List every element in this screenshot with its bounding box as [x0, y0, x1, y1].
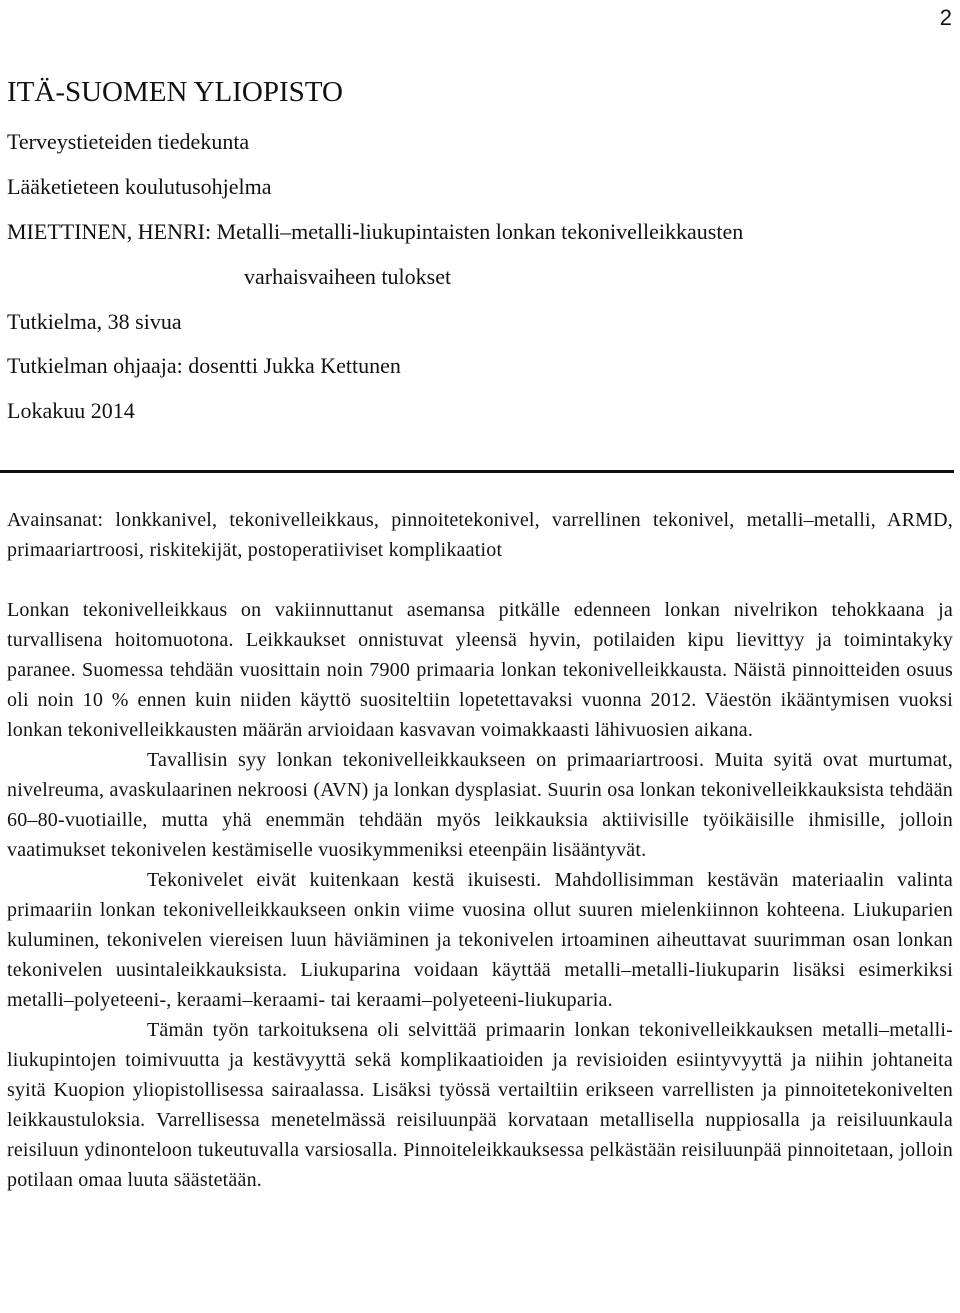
abstract-body	[7, 505, 953, 1195]
degree-programme: Lääketieteen koulutusohjelma	[7, 174, 272, 199]
date: Lokakuu 2014	[7, 398, 135, 423]
abstract-paragraph: Lonkan tekonivelleikkaus on vakiinnuttanut asemansa pitkälle edenneen lonkan nivelrikon tehokkaana ja turvallisena hoitomuotona. Leikkaukset onnistuvat yleensä hyvin, potilaiden kipu lievittyy ja toimintakyky paranee. Suomessa tehdään vuosittain noin 7900 primaaria lonkan tekonivelleikkausta. Näistä pinnoitteiden osuus oli noin 10 % ennen kuin niiden käyttö suositeltiin lopetettavaksi vuonna 2012. Väestön ikääntymisen vuoksi lonkan tekonivelleikkausten määrän arvioidaan kasvavan voimakkaasti lähivuosien aikana.	[7, 599, 953, 741]
university-name: ITÄ-SUOMEN YLIOPISTO	[7, 76, 343, 108]
faculty-name: Terveystieteiden tiedekunta	[7, 129, 250, 154]
supervisor: Tutkielman ohjaaja: dosentti Jukka Kettunen	[7, 353, 401, 378]
title-continuation: varhaisvaiheen tulokset	[244, 264, 452, 289]
abstract-paragraph: Tekonivelet eivät kuitenkaan kestä ikuisesti. Mahdollisimman kestävän materiaalin valinta primaariin lonkan tekonivelleikkaukseen onkin viime vuosina ollut suuren mielenkiinnon kohteena. Liukuparien kuluminen, tekonivelen viereisen luun häviäminen ja tekonivelen irtoaminen aiheuttavat suurimman osan lonkan tekonivelen uusintaleikkauksista. Liukuparina voidaan käyttää metalli–metalli-liukuparin lisäksi esimerkiksi metalli–polyeteeni-, keraami–keraami- tai keraami–polyeteeni-liukuparia.	[7, 869, 953, 1011]
horizontal-divider	[0, 470, 954, 473]
author-and-title: MIETTINEN, HENRI: Metalli–metalli-liukupintaisten lonkan tekonivelleikkausten	[7, 219, 744, 244]
keywords: Avainsanat: lonkkanivel, tekonivelleikkaus, pinnoitetekonivel, varrellinen tekonivel, metalli–metalli, ARMD, primaariartroosi, riskitekijät, postoperatiiviset komplikaatiot	[7, 509, 953, 561]
abstract-paragraph: Tavallisin syy lonkan tekonivelleikkaukseen on primaariartroosi. Muita syitä ovat murtumat, nivelreuma, avaskulaarinen nekroosi (AVN) ja lonkan dysplasiat. Suurin osa lonkan tekonivelleikkauksista tehdään 60–80-vuotiaille, mutta yhä enemmän tehdään myös leikkauksia aktiivisille työikäisille ihmisille, jolloin vaatimukset tekonivelen kestämiselle vuosikymmeniksi eteenpäin lisääntyvät.	[7, 749, 953, 861]
page-number: 2	[939, 5, 952, 30]
thesis-pages: Tutkielma, 38 sivua	[7, 309, 182, 334]
abstract-paragraph: Tämän työn tarkoituksena oli selvittää primaarin lonkan tekonivelleikkauksen metalli–metalli-liukupintojen toimivuutta ja kestävyyttä sekä komplikaatioiden ja revisioiden esiintyvyyttä ja niihin johtaneita syitä Kuopion yliopistollisessa sairaalassa. Lisäksi työssä vertailtiin erikseen varrellisten ja pinnoitetekonivelten leikkaustuloksia. Varrellisessa menetelmässä reisiluunpää korvataan metallisella nuppiosalla ja reisiluunkaula reisiluun ydinonteloon tukeutuvalla varsiosalla. Pinnoiteleikkauksessa pelkästään reisiluunpää pinnoitetaan, jolloin potilaan omaa luuta säästetään.	[7, 1019, 953, 1191]
